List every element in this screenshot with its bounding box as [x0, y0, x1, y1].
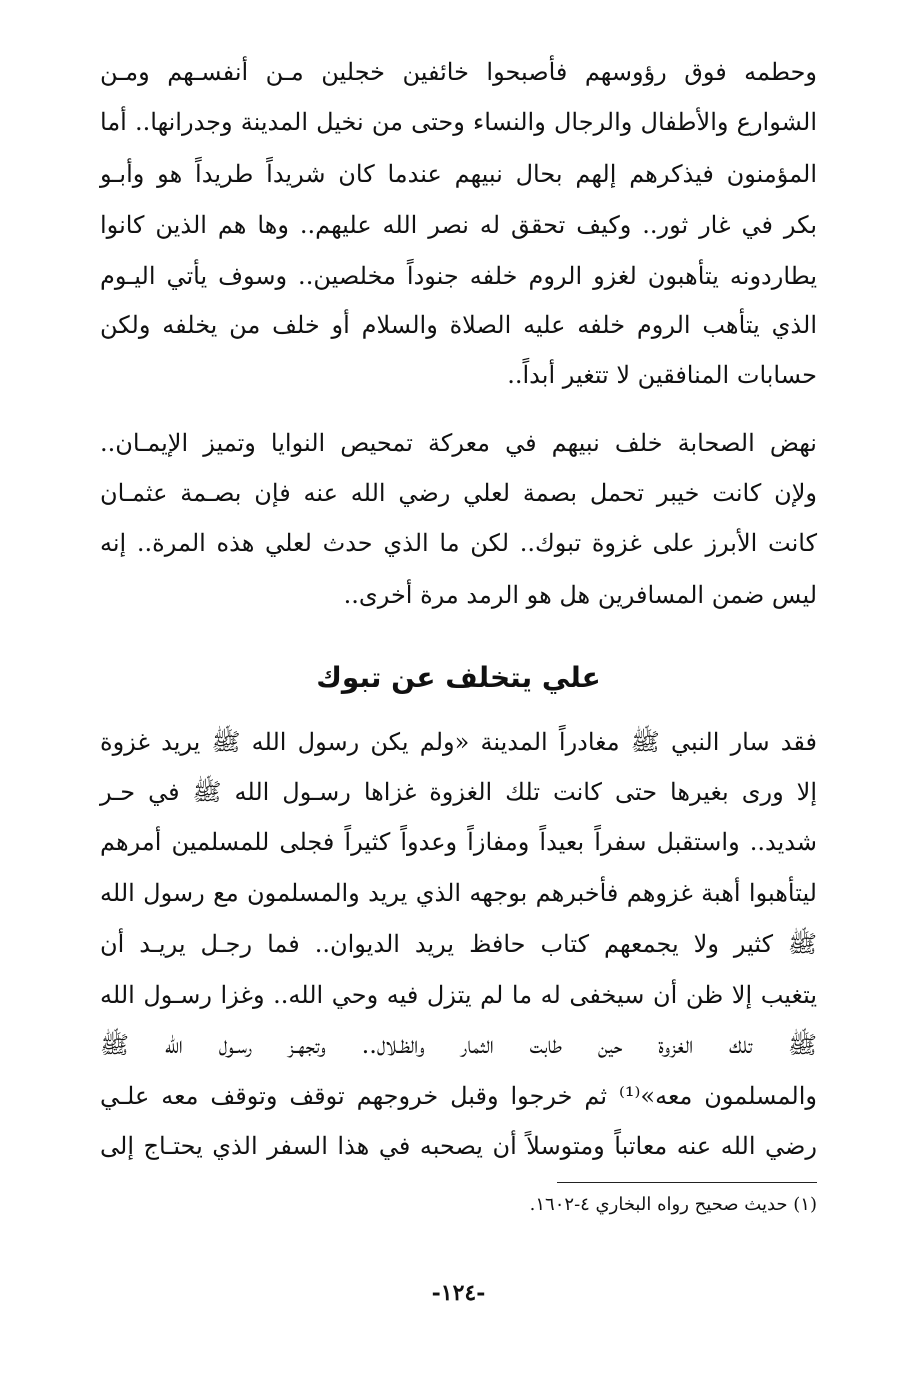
paragraph-1-line-5: يطاردونه يتأهبون لغزو الروم خلفه جنوداً مخلصين.. وسوف يأتي اليـوم: [100, 262, 817, 290]
section-heading: علي يتخلف عن تبوك: [316, 661, 601, 694]
paragraph-1-line-4: بكر في غار ثور.. وكيف تحقق له نصر الله عليهم.. وها هم الذين كانوا: [100, 211, 817, 239]
page-number: -١٢٤-: [431, 1280, 486, 1306]
paragraph-3-line-5: ﷺ كثير ولا يجمعهم كتاب حافظ يريد الديوان.. فما رجـل يريـد أن: [100, 930, 817, 958]
paragraph-1-line-3: المؤمنون فيذكرهم إلهم بحال نبيهم عندما كان شريداً طريداً هو وأبـو: [100, 160, 817, 188]
paragraph-3-line-8: والمسلمون معه»⁽¹⁾ ثم خرجوا وقبل خروجهم توقف وتوقف معه علـي: [100, 1082, 817, 1110]
paragraph-1-line-7: حسابات المنافقين لا تتغير أبداً..: [507, 361, 817, 389]
paragraph-3-line-6: يتغيب إلا ظن أن سيخفى له ما لم يتزل فيه وحي الله.. وغزا رسـول الله: [100, 981, 818, 1009]
paragraph-2-line-3: كانت الأبرز على غزوة تبوك.. لكن ما الذي حدث لعلي هذه المرة.. إنه: [100, 529, 817, 557]
paragraph-3-line-2: إلا ورى بغيرها حتى كانت تلك الغزوة غزاها رسـول الله ﷺ في حـر: [100, 778, 817, 806]
paragraph-3-line-7: ﷺ تلك الغزوة حين طابت الثمار والظـلال.. وتجهـز رسـول الله ﷺ: [100, 1031, 817, 1059]
paragraph-3-line-4: ليتأهبوا أهبة غزوهم فأخبرهم بوجهه الذي يريد والمسلمون مع رسول الله: [100, 879, 817, 907]
paragraph-2-line-2: ولإن كانت خيبر تحمل بصمة لعلي رضي الله عنه فإن بصـمة عثمـان: [100, 479, 817, 507]
paragraph-1-line-2: الشوارع والأطفال والرجال والنساء وحتى من نخيل المدينة وجدرانها.. أما: [100, 108, 817, 136]
footnote: (١) حديث صحيح رواه البخاري ٤-١٦٠٢.: [529, 1194, 817, 1215]
paragraph-1-line-1: وحطمه فوق رؤوسهم فأصبحوا خائفين خجلين مـن أنفسـهم ومـن: [100, 58, 817, 86]
paragraph-3-line-3: شديد.. واستقبل سفراً بعيداً ومفازاً وعدواً كثيراً فجلى للمسلمين أمرهم: [100, 828, 817, 856]
paragraph-2-line-4: ليس ضمن المسافرين هل هو الرمد مرة أخرى..: [343, 581, 817, 609]
paragraph-1-line-6: الذي يتأهب الروم خلفه عليه الصلاة والسلام أو خلف من يخلفه ولكن: [100, 311, 817, 339]
footnote-separator: [557, 1182, 817, 1183]
paragraph-2-line-1: نهض الصحابة خلف نبيهم في معركة تمحيص النوايا وتميز الإيمـان..: [100, 429, 817, 457]
paragraph-3-line-1: فقد سار النبي ﷺ مغادراً المدينة «ولم يكن رسول الله ﷺ يريد غزوة: [100, 728, 817, 756]
paragraph-3-line-9: رضي الله عنه معاتباً ومتوسلاً أن يصحبه في هذا السفر الذي يحتـاج إلى: [100, 1132, 817, 1160]
